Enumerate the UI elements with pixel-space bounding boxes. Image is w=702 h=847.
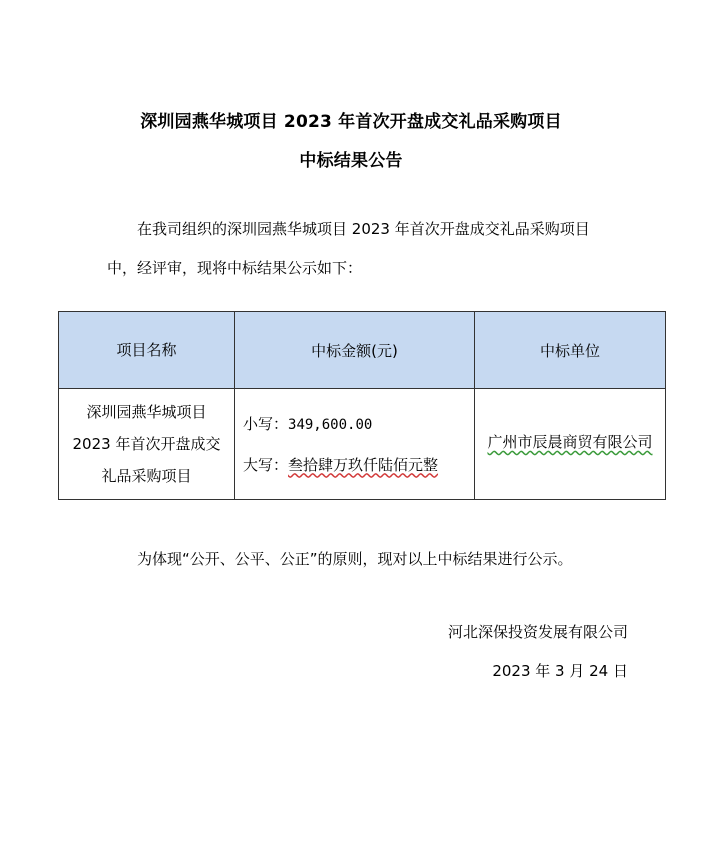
notice-title-line2: 中标结果公告 — [299, 151, 403, 171]
amount-large-label: 大写： — [243, 455, 289, 474]
intro-text-line1: 在我司组织的深圳园燕华城项目 2023 年首次开盘成交礼品采购项目 — [137, 220, 590, 238]
cell-winning-bidder — [475, 389, 666, 500]
header-winning-bidder: 中标单位 — [475, 312, 666, 389]
project-name-line: 礼品采购项目 — [101, 467, 192, 485]
amount-large-value: 叁拾肆万玖仟陆佰元整 — [288, 455, 439, 474]
closing-statement: 为体现“公开、公平、公正”的原则，现对以上中标结果进行公示。 — [137, 550, 573, 568]
notice-title-line1: 深圳园燕华城项目 2023 年首次开盘成交礼品采购项目 — [140, 112, 562, 132]
amount-small-row — [243, 404, 474, 445]
table-row — [59, 389, 666, 500]
amount-small-label: 小写： — [243, 414, 289, 433]
project-name-line: 2023 年首次开盘成交 — [72, 435, 221, 453]
table-header-row — [59, 312, 666, 389]
header-project-name: 项目名称 — [59, 312, 235, 389]
award-table — [58, 311, 666, 500]
winning-bidder-name: 广州市辰晨商贸有限公司 — [487, 433, 653, 451]
header-award-amount: 中标金额(元) — [235, 312, 475, 389]
amount-large-row — [243, 445, 474, 485]
project-name-line: 深圳园燕华城项目 — [86, 403, 207, 421]
issue-date: 2023 年 3 月 24 日 — [492, 662, 628, 680]
intro-text-line2: 中，经评审，现将中标结果公示如下： — [107, 259, 363, 277]
cell-project-name — [59, 389, 235, 500]
issuer-company: 河北深保投资发展有限公司 — [447, 623, 628, 641]
amount-small-value: 349,600.00 — [288, 416, 373, 433]
cell-award-amount — [235, 389, 475, 500]
